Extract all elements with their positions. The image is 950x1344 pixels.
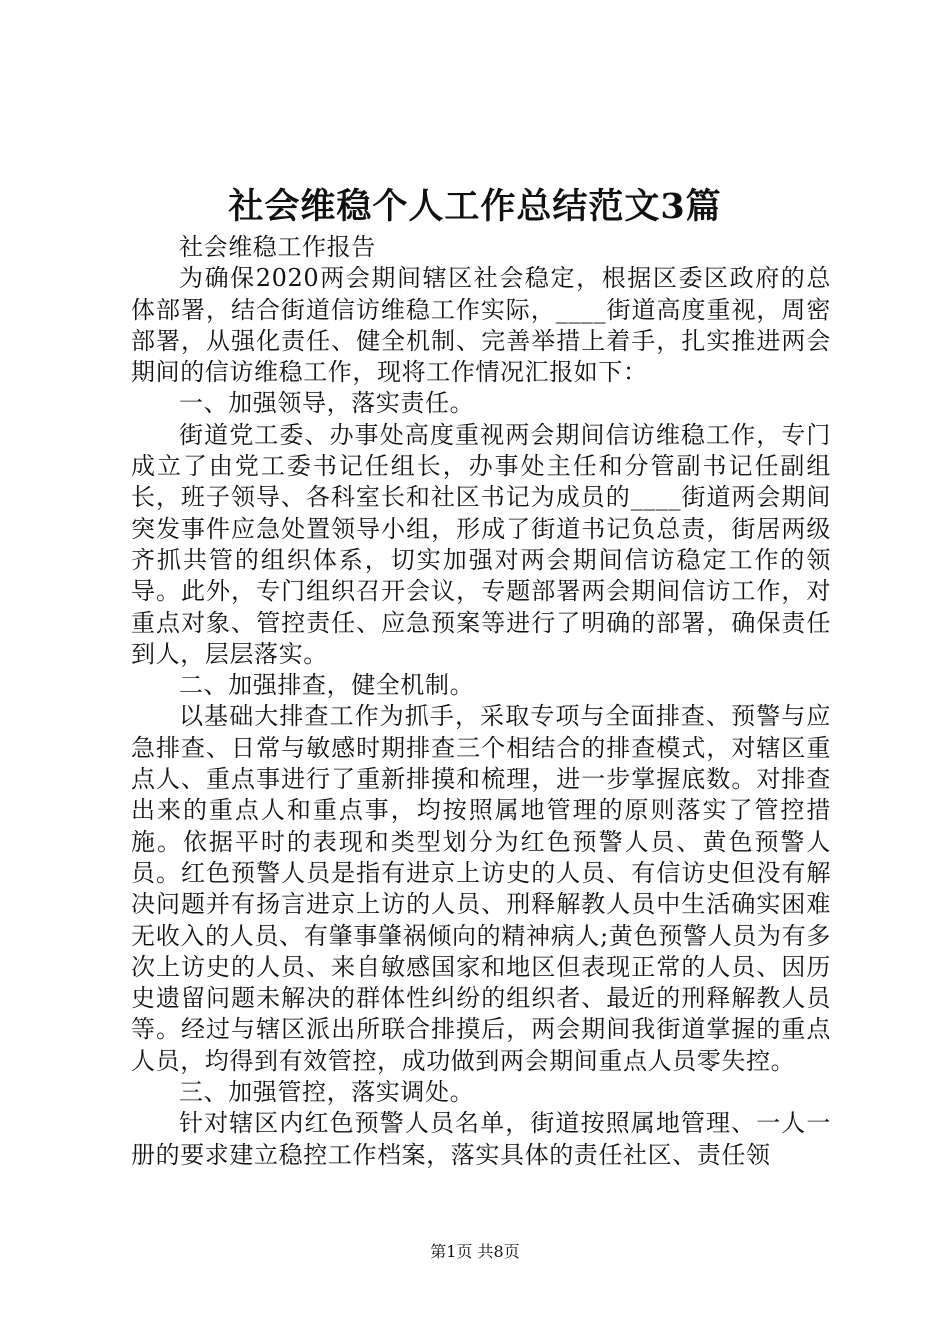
- paragraph: 社会维稳工作报告: [179, 233, 376, 261]
- paragraph: 街道党工委、办事处高度重视两会期间信访维稳工作，专门成立了由党工委书记任组长，办事处主任和分管副书记任副组长，班子领导、各科室长和社区书记为成员的____街道两会期间突发事件应急处置领导小组，形成了街道书记负总责，街居两级齐抓共管的组织体系，切实加强对两会期间信访稳定工作的领导。此外，专门组织召开会议，专题部署两会期间信访工作，对重点对象、管控责任、应急预案等进行了明确的部署，确保责任到人，层层落实。: [131, 420, 831, 668]
- section-heading: 二、加强排查，健全机制。: [179, 671, 475, 700]
- paragraph: 针对辖区内红色预警人员名单，街道按照属地管理、一人一册的要求建立稳控工作档案，落实具体的责任社区、责任领: [131, 1109, 831, 1169]
- page-footer: 第1页 共8页: [430, 1242, 520, 1261]
- section-heading: 三、加强管控，落实调处。: [179, 1078, 475, 1107]
- paragraph: 以基础大排查工作为抓手，采取专项与全面排查、预警与应急排查、日常与敏感时期排查三个相结合的排查模式，对辖区重点人、重点事进行了重新排摸和梳理，进一步掌握底数。对排查出来的重点人和重点事，均按照属地管理的原则落实了管控措施。依据平时的表现和类型划分为红色预警人员、黄色预警人员。红色预警人员是指有进京上访史的人员、有信访史但没有解决问题并有扬言进京上访的人员、刑释解教人员中生活确实困难无收入的人员、有肇事肇祸倾向的精神病人;黄色预警人员为有多次上访史的人员、来自敏感国家和地区但表现正常的人员、因历史遗留问题未解决的群体性纠纷的组织者、最近的刑释解教人员等。经过与辖区派出所联合排摸后，两会期间我街道掌握的重点人员，均得到有效管控，成功做到两会期间重点人员零失控。: [131, 702, 831, 1075]
- document-title: 社会维稳个人工作总结范文3篇: [228, 186, 722, 227]
- document-body: [131, 232, 831, 1171]
- paragraph: 为确保2020两会期间辖区社会稳定，根据区委区政府的总体部署，结合街道信访维稳工作实际，____街道高度重视，周密部署，从强化责任、健全机制、完善举措上着手，扎实推进两会期间的信访维稳工作，现将工作情况汇报如下：: [131, 264, 831, 387]
- section-heading: 一、加强领导，落实责任。: [179, 389, 475, 418]
